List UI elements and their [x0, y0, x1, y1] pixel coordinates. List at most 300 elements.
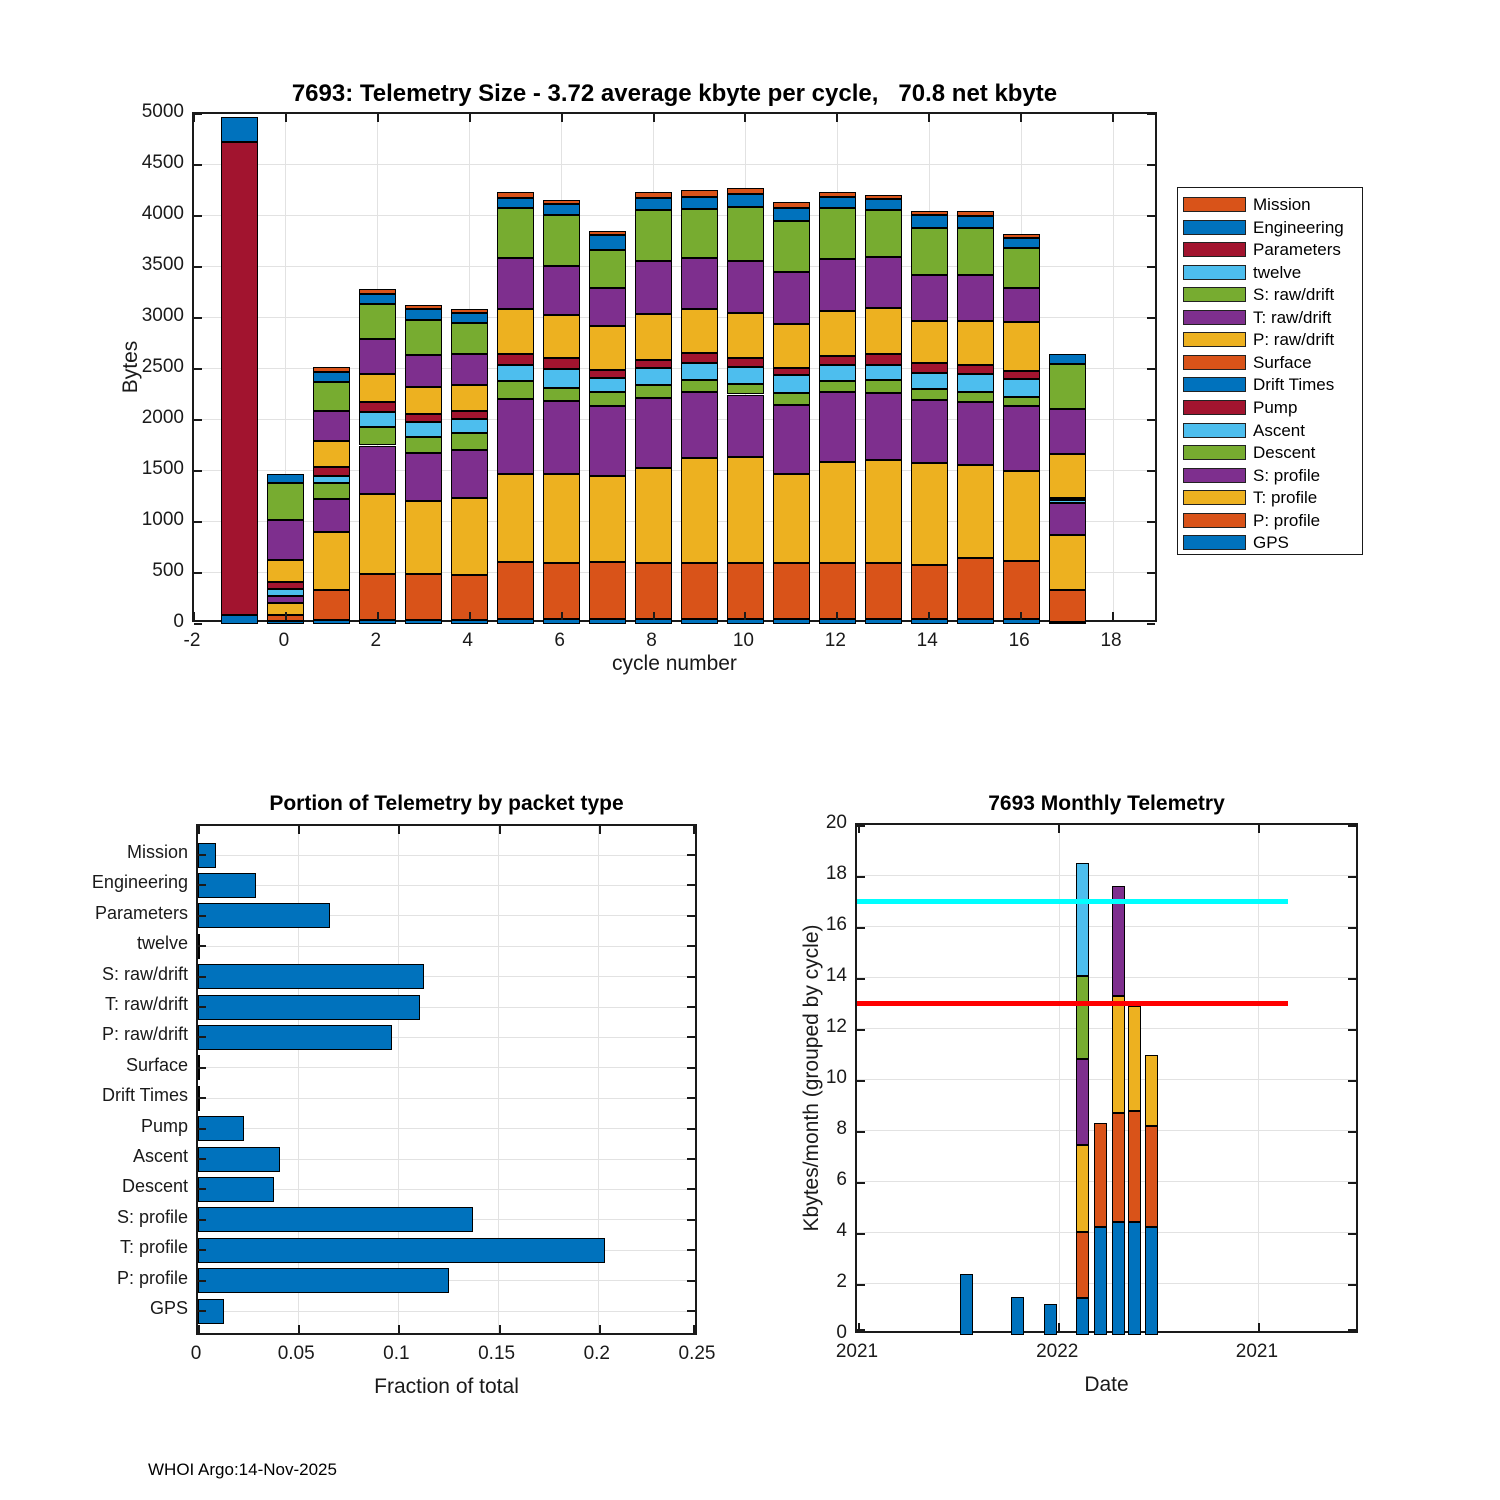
tick-mark — [398, 1325, 400, 1333]
bar-segment — [313, 411, 350, 441]
bar-segment — [773, 405, 810, 474]
legend-swatch — [1183, 377, 1246, 392]
tick-mark — [687, 945, 695, 947]
bar-segment — [773, 368, 810, 375]
bar-segment — [405, 422, 442, 437]
bar-segment — [865, 210, 902, 257]
tick-mark — [377, 114, 379, 122]
bar-segment — [589, 235, 626, 250]
bar-segment — [1049, 409, 1086, 454]
tick-mark — [1020, 114, 1022, 122]
bar-segment — [865, 380, 902, 393]
bar-segment — [1003, 471, 1040, 561]
tick-mark — [744, 612, 746, 620]
bar-segment — [267, 589, 304, 596]
tick-label: 16 — [1008, 630, 1030, 651]
bar-segment — [773, 474, 810, 563]
bar-segment — [1094, 1227, 1107, 1335]
bar-segment — [957, 228, 994, 275]
category-label: Engineering — [91, 872, 188, 893]
bar-segment — [1049, 535, 1086, 590]
bar-segment — [198, 1025, 392, 1050]
tick-label: 4000 — [141, 203, 184, 224]
grid-line — [857, 926, 1356, 927]
bar-segment — [635, 192, 672, 198]
bar-segment — [773, 221, 810, 272]
legend-label: Engineering — [1253, 217, 1344, 237]
bar-segment — [681, 392, 718, 457]
tick-label: 0 — [190, 1343, 202, 1364]
tick-mark — [194, 572, 202, 574]
bar-segment — [957, 402, 994, 465]
bar-segment — [865, 365, 902, 380]
tick-mark — [857, 1080, 865, 1082]
tick-mark — [687, 1097, 695, 1099]
bar-segment — [359, 294, 396, 304]
bar-segment — [497, 354, 534, 365]
tick-mark — [687, 1128, 695, 1130]
legend-label: Descent — [1253, 443, 1316, 463]
tick-mark — [1058, 1323, 1060, 1331]
legend-swatch — [1183, 513, 1246, 528]
bar-segment — [451, 620, 488, 624]
tick-label: 10 — [825, 1067, 847, 1088]
category-label: twelve — [136, 933, 188, 954]
tick-label: 0 — [173, 611, 184, 632]
tick-label: 8 — [836, 1118, 847, 1139]
tick-label: 2021 — [835, 1341, 879, 1362]
bar-segment — [819, 356, 856, 366]
bar-segment — [589, 231, 626, 235]
bar-segment — [589, 476, 626, 563]
bar-segment — [635, 398, 672, 468]
tick-mark — [1147, 368, 1155, 370]
tick-label: 2500 — [141, 356, 184, 377]
bar-segment — [589, 378, 626, 393]
bar-segment — [727, 188, 764, 193]
tick-mark — [1258, 825, 1260, 833]
bar-segment — [727, 384, 764, 394]
bar-segment — [497, 381, 534, 399]
bar-segment — [359, 374, 396, 402]
bar-segment — [681, 197, 718, 210]
bar-segment — [865, 308, 902, 354]
tick-label: 20 — [825, 812, 847, 833]
bar-segment — [313, 483, 350, 499]
tick-mark — [857, 1233, 865, 1235]
bar-segment — [221, 117, 258, 141]
tick-mark — [693, 826, 695, 834]
bar-segment — [198, 995, 420, 1020]
bar-segment — [911, 275, 948, 320]
bar-segment — [819, 311, 856, 356]
bar-segment — [267, 560, 304, 582]
bar-segment — [589, 392, 626, 405]
bar-segment — [819, 619, 856, 624]
tick-mark — [1348, 825, 1356, 827]
bar-segment — [773, 324, 810, 368]
bar-segment — [1094, 1123, 1107, 1226]
bar-segment — [727, 457, 764, 563]
tick-label: 6 — [836, 1169, 847, 1190]
bar-segment — [497, 192, 534, 198]
bar-segment — [589, 562, 626, 619]
bar-segment — [957, 275, 994, 321]
tick-label: 2 — [370, 630, 382, 651]
bar-segment — [405, 574, 442, 620]
bar-segment — [1049, 454, 1086, 497]
tick-mark — [653, 114, 655, 122]
tick-label: 12 — [825, 1016, 847, 1037]
legend-label: P: raw/drift — [1253, 330, 1335, 350]
tick-mark — [1348, 876, 1356, 878]
grid-line — [198, 1067, 695, 1068]
tick-mark — [1348, 1182, 1356, 1184]
legend-label: S: profile — [1253, 465, 1321, 485]
tick-mark — [1348, 1131, 1356, 1133]
monthly-plot-area — [855, 823, 1358, 1333]
tick-mark — [687, 976, 695, 978]
tick-label: 14 — [825, 965, 847, 986]
grid-line — [198, 946, 695, 947]
bar-segment — [198, 1177, 274, 1202]
tick-label: 500 — [152, 560, 184, 581]
bar-segment — [1003, 234, 1040, 238]
legend-swatch — [1183, 468, 1246, 483]
bar-segment — [543, 315, 580, 358]
tick-label: 4 — [836, 1220, 847, 1241]
bar-segment — [957, 321, 994, 365]
tick-mark — [194, 419, 202, 421]
tick-label: 3500 — [141, 254, 184, 275]
bar-segment — [681, 619, 718, 624]
category-label: Pump — [140, 1115, 188, 1136]
legend-label: T: raw/drift — [1253, 307, 1332, 327]
bar-segment — [635, 385, 672, 398]
bar-segment — [1003, 371, 1040, 380]
bar-segment — [198, 964, 424, 989]
bar-segment — [819, 192, 856, 197]
category-label: T: raw/drift — [104, 994, 188, 1014]
bar-segment — [497, 198, 534, 208]
legend-swatch — [1183, 423, 1246, 438]
tick-label: 18 — [825, 863, 847, 884]
tick-mark — [198, 884, 206, 886]
tick-mark — [499, 826, 501, 834]
bar-segment — [451, 309, 488, 314]
bar-segment — [543, 204, 580, 215]
category-label: Descent — [121, 1176, 188, 1197]
bar-segment — [589, 288, 626, 326]
tick-mark — [1147, 470, 1155, 472]
bar-segment — [497, 399, 534, 474]
bar-segment — [359, 427, 396, 446]
bar-segment — [267, 596, 304, 602]
bar-segment — [1049, 364, 1086, 409]
bar-segment — [727, 395, 764, 457]
bar-segment — [221, 142, 258, 615]
tick-mark — [1348, 978, 1356, 980]
tick-mark — [198, 915, 206, 917]
legend-label: S: raw/drift — [1253, 285, 1335, 305]
tick-mark — [1147, 572, 1155, 574]
bar-segment — [957, 216, 994, 228]
bar-segment — [313, 590, 350, 620]
bar-segment — [1011, 1297, 1024, 1335]
tick-mark — [1112, 612, 1114, 620]
portion-plot-area — [196, 824, 697, 1335]
legend-label: twelve — [1253, 262, 1302, 282]
tick-mark — [1147, 419, 1155, 421]
tick-mark — [198, 1188, 206, 1190]
tick-mark — [687, 884, 695, 886]
tick-label: 4 — [462, 630, 473, 651]
bar-segment — [911, 400, 948, 463]
bar-segment — [359, 446, 396, 495]
legend-label: Parameters — [1253, 240, 1341, 260]
bar-segment — [359, 289, 396, 294]
bar-segment — [589, 250, 626, 288]
bar-segment — [543, 215, 580, 267]
tick-label: -2 — [183, 630, 201, 651]
tick-mark — [858, 1323, 860, 1331]
bar-segment — [819, 381, 856, 392]
legend-swatch — [1183, 332, 1246, 347]
grid-line — [857, 977, 1356, 978]
bar-segment — [727, 563, 764, 620]
bar-segment — [1003, 248, 1040, 288]
category-label: S: raw/drift — [101, 963, 188, 984]
bar-segment — [1049, 622, 1086, 624]
bar-segment — [911, 619, 948, 624]
monthly-ylabel: Kbytes/month (grouped by cycle) — [800, 924, 823, 1232]
tick-mark — [687, 1188, 695, 1190]
bar-segment — [451, 433, 488, 450]
bar-segment — [819, 259, 856, 311]
bar-segment — [313, 367, 350, 372]
tick-mark — [561, 114, 563, 122]
bar-segment — [359, 494, 396, 574]
tick-mark — [857, 927, 865, 929]
bar-segment — [865, 354, 902, 365]
bar-segment — [405, 320, 442, 355]
tick-mark — [198, 1128, 206, 1130]
reference-line — [857, 1001, 1288, 1006]
bar-segment — [1076, 1145, 1089, 1232]
grid-line — [198, 885, 695, 886]
bar-segment — [313, 620, 350, 624]
legend-label: Pump — [1253, 397, 1298, 417]
tick-mark — [469, 612, 471, 620]
bar-segment — [497, 309, 534, 354]
tick-label: 0.1 — [383, 1343, 410, 1364]
tick-mark — [194, 317, 202, 319]
grid-line — [198, 1311, 695, 1312]
bar-segment — [451, 498, 488, 575]
bar-segment — [635, 619, 672, 624]
tick-mark — [928, 114, 930, 122]
bar-segment — [198, 903, 330, 928]
bar-segment — [1128, 1222, 1141, 1335]
tick-mark — [1348, 1284, 1356, 1286]
tick-mark — [198, 1067, 206, 1069]
bar-segment — [405, 387, 442, 414]
tick-mark — [194, 521, 202, 523]
tick-mark — [194, 164, 202, 166]
bar-segment — [681, 363, 718, 380]
tick-label: 2021 — [1235, 1341, 1279, 1362]
bar-segment — [543, 474, 580, 563]
tick-mark — [928, 612, 930, 620]
bar-segment — [313, 476, 350, 483]
category-label: Mission — [126, 842, 188, 862]
legend-label: Surface — [1253, 352, 1312, 372]
tick-label: 2022 — [1036, 1341, 1079, 1362]
bar-segment — [911, 373, 948, 389]
bar-segment — [359, 412, 396, 427]
tick-label: 8 — [646, 630, 657, 651]
bar-segment — [865, 619, 902, 624]
bar-segment — [359, 402, 396, 412]
bar-segment — [589, 619, 626, 624]
tick-mark — [857, 1131, 865, 1133]
bar-segment — [221, 615, 258, 624]
bar-segment — [497, 258, 534, 310]
bar-segment — [911, 211, 948, 216]
tick-mark — [858, 825, 860, 833]
bar-segment — [681, 190, 718, 197]
bar-segment — [1145, 1126, 1158, 1227]
bar-segment — [359, 304, 396, 339]
tick-label: 0.2 — [583, 1343, 610, 1364]
bar-segment — [681, 458, 718, 563]
category-label: Parameters — [94, 902, 188, 923]
bar-segment — [451, 419, 488, 433]
tick-mark — [1147, 113, 1155, 115]
tick-mark — [687, 1310, 695, 1312]
bar-segment — [198, 1268, 449, 1293]
bar-segment — [1076, 863, 1089, 976]
legend-swatch — [1183, 287, 1246, 302]
bar-segment — [1128, 1006, 1141, 1111]
tick-mark — [193, 114, 195, 122]
reference-line — [857, 899, 1288, 904]
bar-segment — [819, 462, 856, 563]
tick-mark — [1258, 1323, 1260, 1331]
legend-swatch — [1183, 220, 1246, 235]
bar-segment — [635, 360, 672, 368]
tick-label: 1500 — [141, 458, 184, 479]
bar-segment — [727, 313, 764, 358]
bar-segment — [1003, 288, 1040, 322]
bar-segment — [405, 414, 442, 422]
bar-segment — [1003, 397, 1040, 406]
tick-mark — [285, 114, 287, 122]
bar-segment — [405, 309, 442, 320]
tick-label: 16 — [825, 914, 847, 935]
bar-segment — [1003, 238, 1040, 248]
bar-segment — [267, 474, 304, 483]
bar-segment — [1076, 1232, 1089, 1298]
bar-segment — [865, 257, 902, 309]
tick-mark — [198, 1249, 206, 1251]
bar-segment — [198, 873, 256, 898]
bar-segment — [451, 313, 488, 322]
bar-segment — [359, 620, 396, 624]
category-label: P: profile — [116, 1267, 188, 1288]
bar-segment — [359, 339, 396, 374]
bar-segment — [681, 563, 718, 620]
bar-segment — [497, 619, 534, 624]
tick-mark — [687, 1158, 695, 1160]
tick-label: 14 — [916, 630, 938, 651]
tick-mark — [1348, 927, 1356, 929]
bar-segment — [497, 474, 534, 562]
bar-segment — [497, 562, 534, 619]
bar-segment — [911, 215, 948, 228]
bar-segment — [819, 197, 856, 208]
grid-line — [198, 855, 695, 856]
tick-label: 2000 — [141, 407, 184, 428]
tick-mark — [1147, 623, 1155, 625]
bar-segment — [865, 393, 902, 459]
telemetry-size-title: 7693: Telemetry Size - 3.72 average kbyte per cycle, 70.8 net kbyte — [291, 80, 1058, 107]
bar-segment — [681, 353, 718, 364]
tick-mark — [1348, 1329, 1356, 1331]
bar-segment — [543, 401, 580, 473]
tick-mark — [194, 623, 202, 625]
grid-line — [857, 1079, 1356, 1080]
bar-segment — [1003, 619, 1040, 624]
bar-segment — [635, 563, 672, 620]
grid-line — [198, 1098, 695, 1099]
legend-swatch — [1183, 242, 1246, 257]
tick-mark — [693, 1325, 695, 1333]
tick-mark — [198, 1158, 206, 1160]
category-label: S: profile — [116, 1206, 188, 1227]
tick-mark — [687, 854, 695, 856]
tick-mark — [194, 215, 202, 217]
tick-label: 6 — [554, 630, 565, 651]
bar-segment — [497, 365, 534, 381]
bar-segment — [198, 1238, 605, 1263]
bar-segment — [911, 463, 948, 565]
bar-segment — [1112, 1222, 1125, 1335]
bar-segment — [773, 393, 810, 404]
bar-segment — [957, 392, 994, 402]
bar-segment — [543, 619, 580, 624]
legend-label: Mission — [1253, 195, 1311, 214]
tick-label: 0 — [278, 630, 290, 651]
tick-mark — [857, 876, 865, 878]
bar-segment — [1044, 1304, 1057, 1335]
tick-mark — [1020, 612, 1022, 620]
tick-mark — [687, 1036, 695, 1038]
legend-label: T: profile — [1253, 488, 1318, 508]
bar-segment — [543, 388, 580, 401]
tick-mark — [561, 612, 563, 620]
tick-mark — [1348, 1233, 1356, 1235]
monthly-xlabel: Date — [1084, 1373, 1129, 1396]
bar-segment — [1003, 322, 1040, 371]
bar-segment — [865, 195, 902, 199]
tick-mark — [194, 266, 202, 268]
tick-mark — [857, 978, 865, 980]
category-label: T: profile — [119, 1237, 188, 1258]
bar-segment — [773, 563, 810, 620]
tick-label: 4500 — [141, 152, 184, 173]
bar-segment — [819, 208, 856, 259]
